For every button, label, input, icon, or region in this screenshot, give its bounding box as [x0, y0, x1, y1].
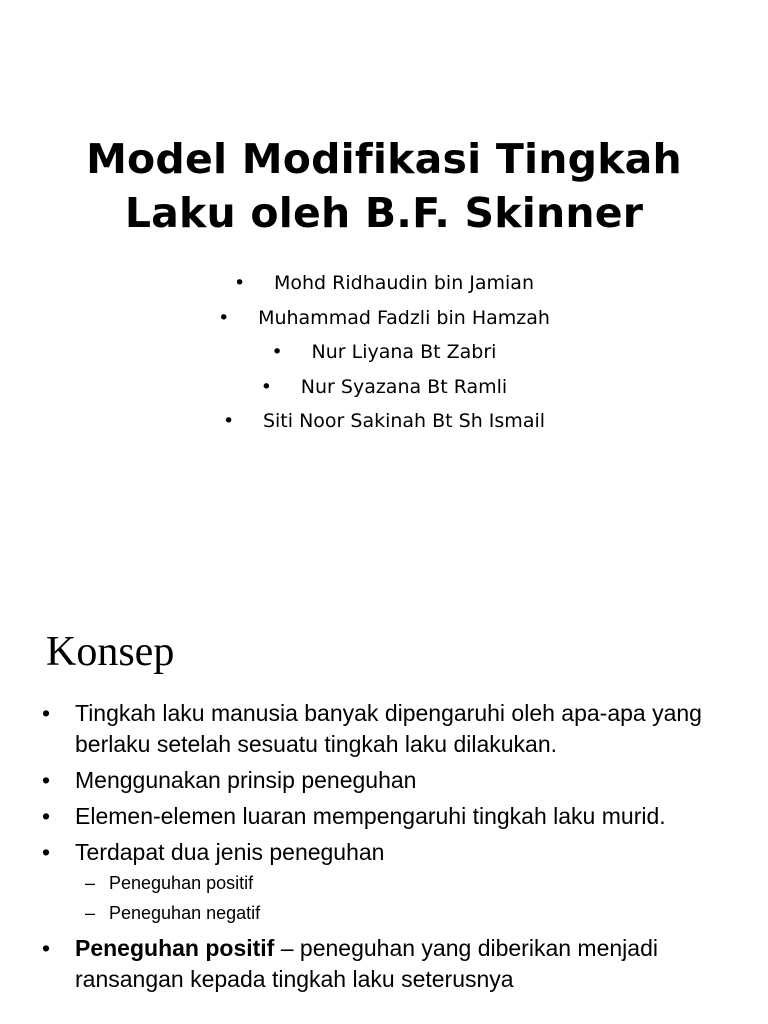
list-item-text: Elemen-elemen luaran mempengaruhi tingkah laku murid. — [75, 803, 666, 829]
author-item — [0, 370, 768, 405]
bullet-icon: • — [42, 935, 51, 961]
bullet-icon: • — [234, 272, 246, 294]
bullet-icon: • — [218, 306, 230, 329]
definition-item — [42, 933, 752, 995]
slide-heading: Konsep — [46, 629, 175, 675]
slide-title-line-1: Model Modifikasi Tingkah — [86, 135, 682, 183]
bullet-icon: • — [271, 341, 283, 364]
author-name: Muhammad Fadzli bin Hamzah — [258, 306, 550, 329]
concept-list — [42, 698, 752, 1000]
author-list — [0, 266, 768, 439]
author-name: Siti Noor Sakinah Bt Sh Ismail — [262, 410, 546, 433]
sub-list — [75, 868, 752, 928]
bullet-icon: • — [222, 410, 235, 433]
author-item — [0, 335, 768, 370]
slide-title-line-2: Laku oleh B.F. Skinner — [124, 189, 644, 237]
list-item-text: Menggunakan prinsip peneguhan — [75, 767, 417, 793]
sub-list-item-text: Peneguhan negatif — [109, 903, 261, 923]
slide-title — [0, 132, 768, 240]
list-item — [42, 765, 752, 796]
author-item — [0, 301, 768, 336]
author-item — [0, 404, 768, 439]
list-item — [42, 837, 752, 928]
list-item-text: Terdapat dua jenis peneguhan — [75, 839, 385, 865]
list-item-text: Tingkah laku manusia banyak dipengaruhi oleh apa-apa yang berlaku setelah sesuatu tingkah laku dilakukan. — [75, 700, 702, 757]
sub-list-item — [75, 898, 752, 928]
list-item — [42, 698, 752, 760]
dash-icon: – — [85, 873, 96, 893]
sub-list-item — [75, 868, 752, 898]
author-item — [0, 266, 768, 301]
concept-slide — [0, 576, 768, 1024]
dash-icon: – — [85, 903, 96, 923]
author-name: Nur Liyana Bt Zabri — [311, 341, 497, 364]
definition-term: Peneguhan positif — [75, 935, 275, 961]
bullet-icon: • — [42, 767, 51, 793]
author-name: Mohd Ridhaudin bin Jamian — [274, 272, 534, 294]
author-name: Nur Syazana Bt Ramli — [300, 375, 508, 398]
sub-list-item-text: Peneguhan positif — [109, 873, 254, 893]
definition-text: – peneguhan yang diberikan menjadi ransangan kepada tingkah laku seterusnya — [75, 935, 658, 992]
bullet-icon: • — [42, 700, 51, 726]
bullet-icon: • — [260, 375, 272, 398]
bullet-icon: • — [42, 839, 51, 865]
list-item — [42, 801, 752, 832]
bullet-icon: • — [42, 803, 51, 829]
